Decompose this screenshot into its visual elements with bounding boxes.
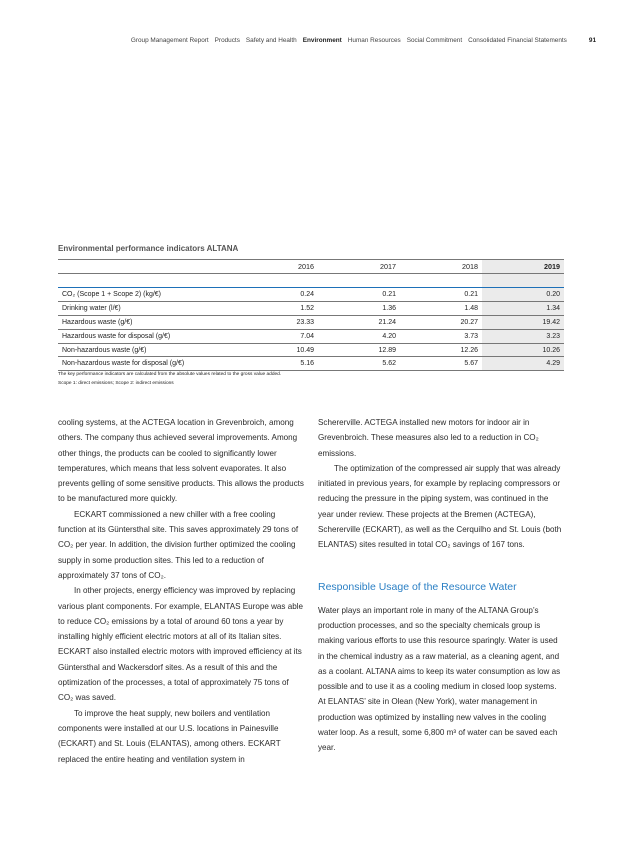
paragraph: ECKART commissioned a new chiller with a free cooling function at its Güntersthal site. This saves approximately 29 tons of CO₂ per year. In addition, the division further optimized the cooling supply in some production sites. This led to a reduction of approximately 37 tons of CO₂. [58,509,299,580]
nav-item-consolidated-financial-statements[interactable]: Consolidated Financial Statements [468,37,567,44]
paragraph: Schererville. ACTEGA installed new motors for indoor air in Grevenbroich. These measures also led to a reduction in CO₂ emissions. [318,418,539,458]
row-label: Hazardous waste (g/€) [58,315,236,329]
section-heading: Responsible Usage of the Resource Water [318,580,517,593]
table-row [58,288,564,302]
paragraph: To improve the heat supply, new boilers and ventilation components were installed at our U.S. locations in Painesville (ECKART) and St. Louis (ELANTAS), among others. ECKART replaced the entire heating and ventilation system in [58,708,281,764]
column-header-2016: 2016 [236,260,318,274]
nav-item-products[interactable]: Products [214,37,240,44]
cell-value-2017: 4.20 [318,329,400,343]
cell-value-2019: 1.34 [482,301,564,315]
cell-value-2017: 12.89 [318,343,400,357]
spacer-cell [58,274,236,288]
top-navigation [131,37,596,44]
nav-item-human-resources[interactable]: Human Resources [347,37,401,44]
header-blank [58,260,236,274]
nav-item-environment[interactable]: Environment [302,37,342,44]
paragraph: cooling systems, at the ACTEGA location in Grevenbroich, among others. The company thus achieved several improvements. Among other things, the products can be cooled to significantly lower temperatures, which means that less solvent evaporates. It also prevents gelling of some sensitive products. This allows the products to be manufactured more quickly. [58,418,304,504]
page-number: 91 [588,37,596,44]
cell-value-2016: 0.24 [236,288,318,302]
table-footnotes [58,371,281,389]
table-header-row [58,260,564,274]
performance-table [58,259,564,371]
table-row [58,315,564,329]
spacer-cell [236,274,318,288]
cell-value-2017: 1.36 [318,301,400,315]
row-label: Hazardous waste for disposal (g/€) [58,329,236,343]
footnote: Scope 1: direct emissions; Scope 2: indirect emissions [58,380,174,386]
table-row [58,343,564,357]
cell-value-2016: 23.33 [236,315,318,329]
cell-value-2017: 21.24 [318,315,400,329]
paragraph: Water plays an important role in many of the ALTANA Group’s production processes, and so the specialty chemicals group is making various efforts to use this resource sparingly. Water is used in the chemical industry as a raw material, as a cleaning agent, and as a coolant. ALTANA aims to keep its water consumption as low as possible and to use it as a cooling medium in closed loop systems. At ELANTAS’ site in Olean (New York), water management in production was optimized by installing new valves in the cooling water loop. As a result, some 6,800 m³ of water can be saved each year. [318,605,561,753]
nav-item-safety-and-health[interactable]: Safety and Health [245,37,297,44]
spacer-cell [482,274,564,288]
cell-value-2017: 5.62 [318,357,400,371]
cell-value-2016: 10.49 [236,343,318,357]
cell-value-2016: 5.16 [236,357,318,371]
row-label: CO₂ (Scope 1 + Scope 2) (kg/€) [58,288,236,302]
cell-value-2019: 19.42 [482,315,564,329]
cell-value-2017: 0.21 [318,288,400,302]
table-row [58,301,564,315]
body-column-left [58,415,304,767]
cell-value-2018: 1.48 [400,301,482,315]
row-label: Drinking water (l/€) [58,301,236,315]
row-label: Non-hazardous waste (g/€) [58,343,236,357]
row-label: Non-hazardous waste for disposal (g/€) [58,357,236,371]
cell-value-2019: 4.29 [482,357,564,371]
table-row [58,357,564,371]
column-header-2017: 2017 [318,260,400,274]
column-header-2019: 2019 [482,260,564,274]
cell-value-2018: 12.26 [400,343,482,357]
cell-value-2018: 5.67 [400,357,482,371]
cell-value-2016: 1.52 [236,301,318,315]
cell-value-2018: 3.73 [400,329,482,343]
spacer-cell [318,274,400,288]
paragraph: The optimization of the compressed air supply that was already initiated in previous years, for example by replacing compressors or reducing the pressure in the piping system, was continued in the year under review. These projects at the Bremen (ACTEGA), Schererville (ECKART), as well as the Cerquilho and St. Louis (both ELANTAS) sites resulted in total CO₂ savings of 167 tons. [318,463,562,550]
cell-value-2019: 0.20 [482,288,564,302]
footnote: The key performance indicators are calculated from the absolute values related to the gross value added. [58,372,282,377]
table-spacer-row [58,274,564,288]
table-row [58,329,564,343]
table-title: Environmental performance indicators ALTANA [58,244,239,253]
cell-value-2018: 20.27 [400,315,482,329]
body-column-right [318,415,564,756]
nav-item-group-management-report[interactable]: Group Management Report [130,37,209,44]
cell-value-2016: 7.04 [236,329,318,343]
nav-item-social-commitment[interactable]: Social Commitment [406,37,463,44]
cell-value-2019: 10.26 [482,343,564,357]
paragraph: In other projects, energy efficiency was improved by replacing various plant components. For example, ELANTAS Europe was able to reduce CO₂ emissions by a total of around 60 tons a year by installing highly efficient electric motors at all of its Italian sites. ECKART also installed electric motors with improved efficiency at its Güntersthal and Wackersdorf sites. As a result of this and the optimization of the processes, a total of approximately 75 tons of CO₂ was saved. [58,586,304,703]
cell-value-2018: 0.21 [400,288,482,302]
cell-value-2019: 3.23 [482,329,564,343]
spacer-cell [400,274,482,288]
column-header-2018: 2018 [400,260,482,274]
